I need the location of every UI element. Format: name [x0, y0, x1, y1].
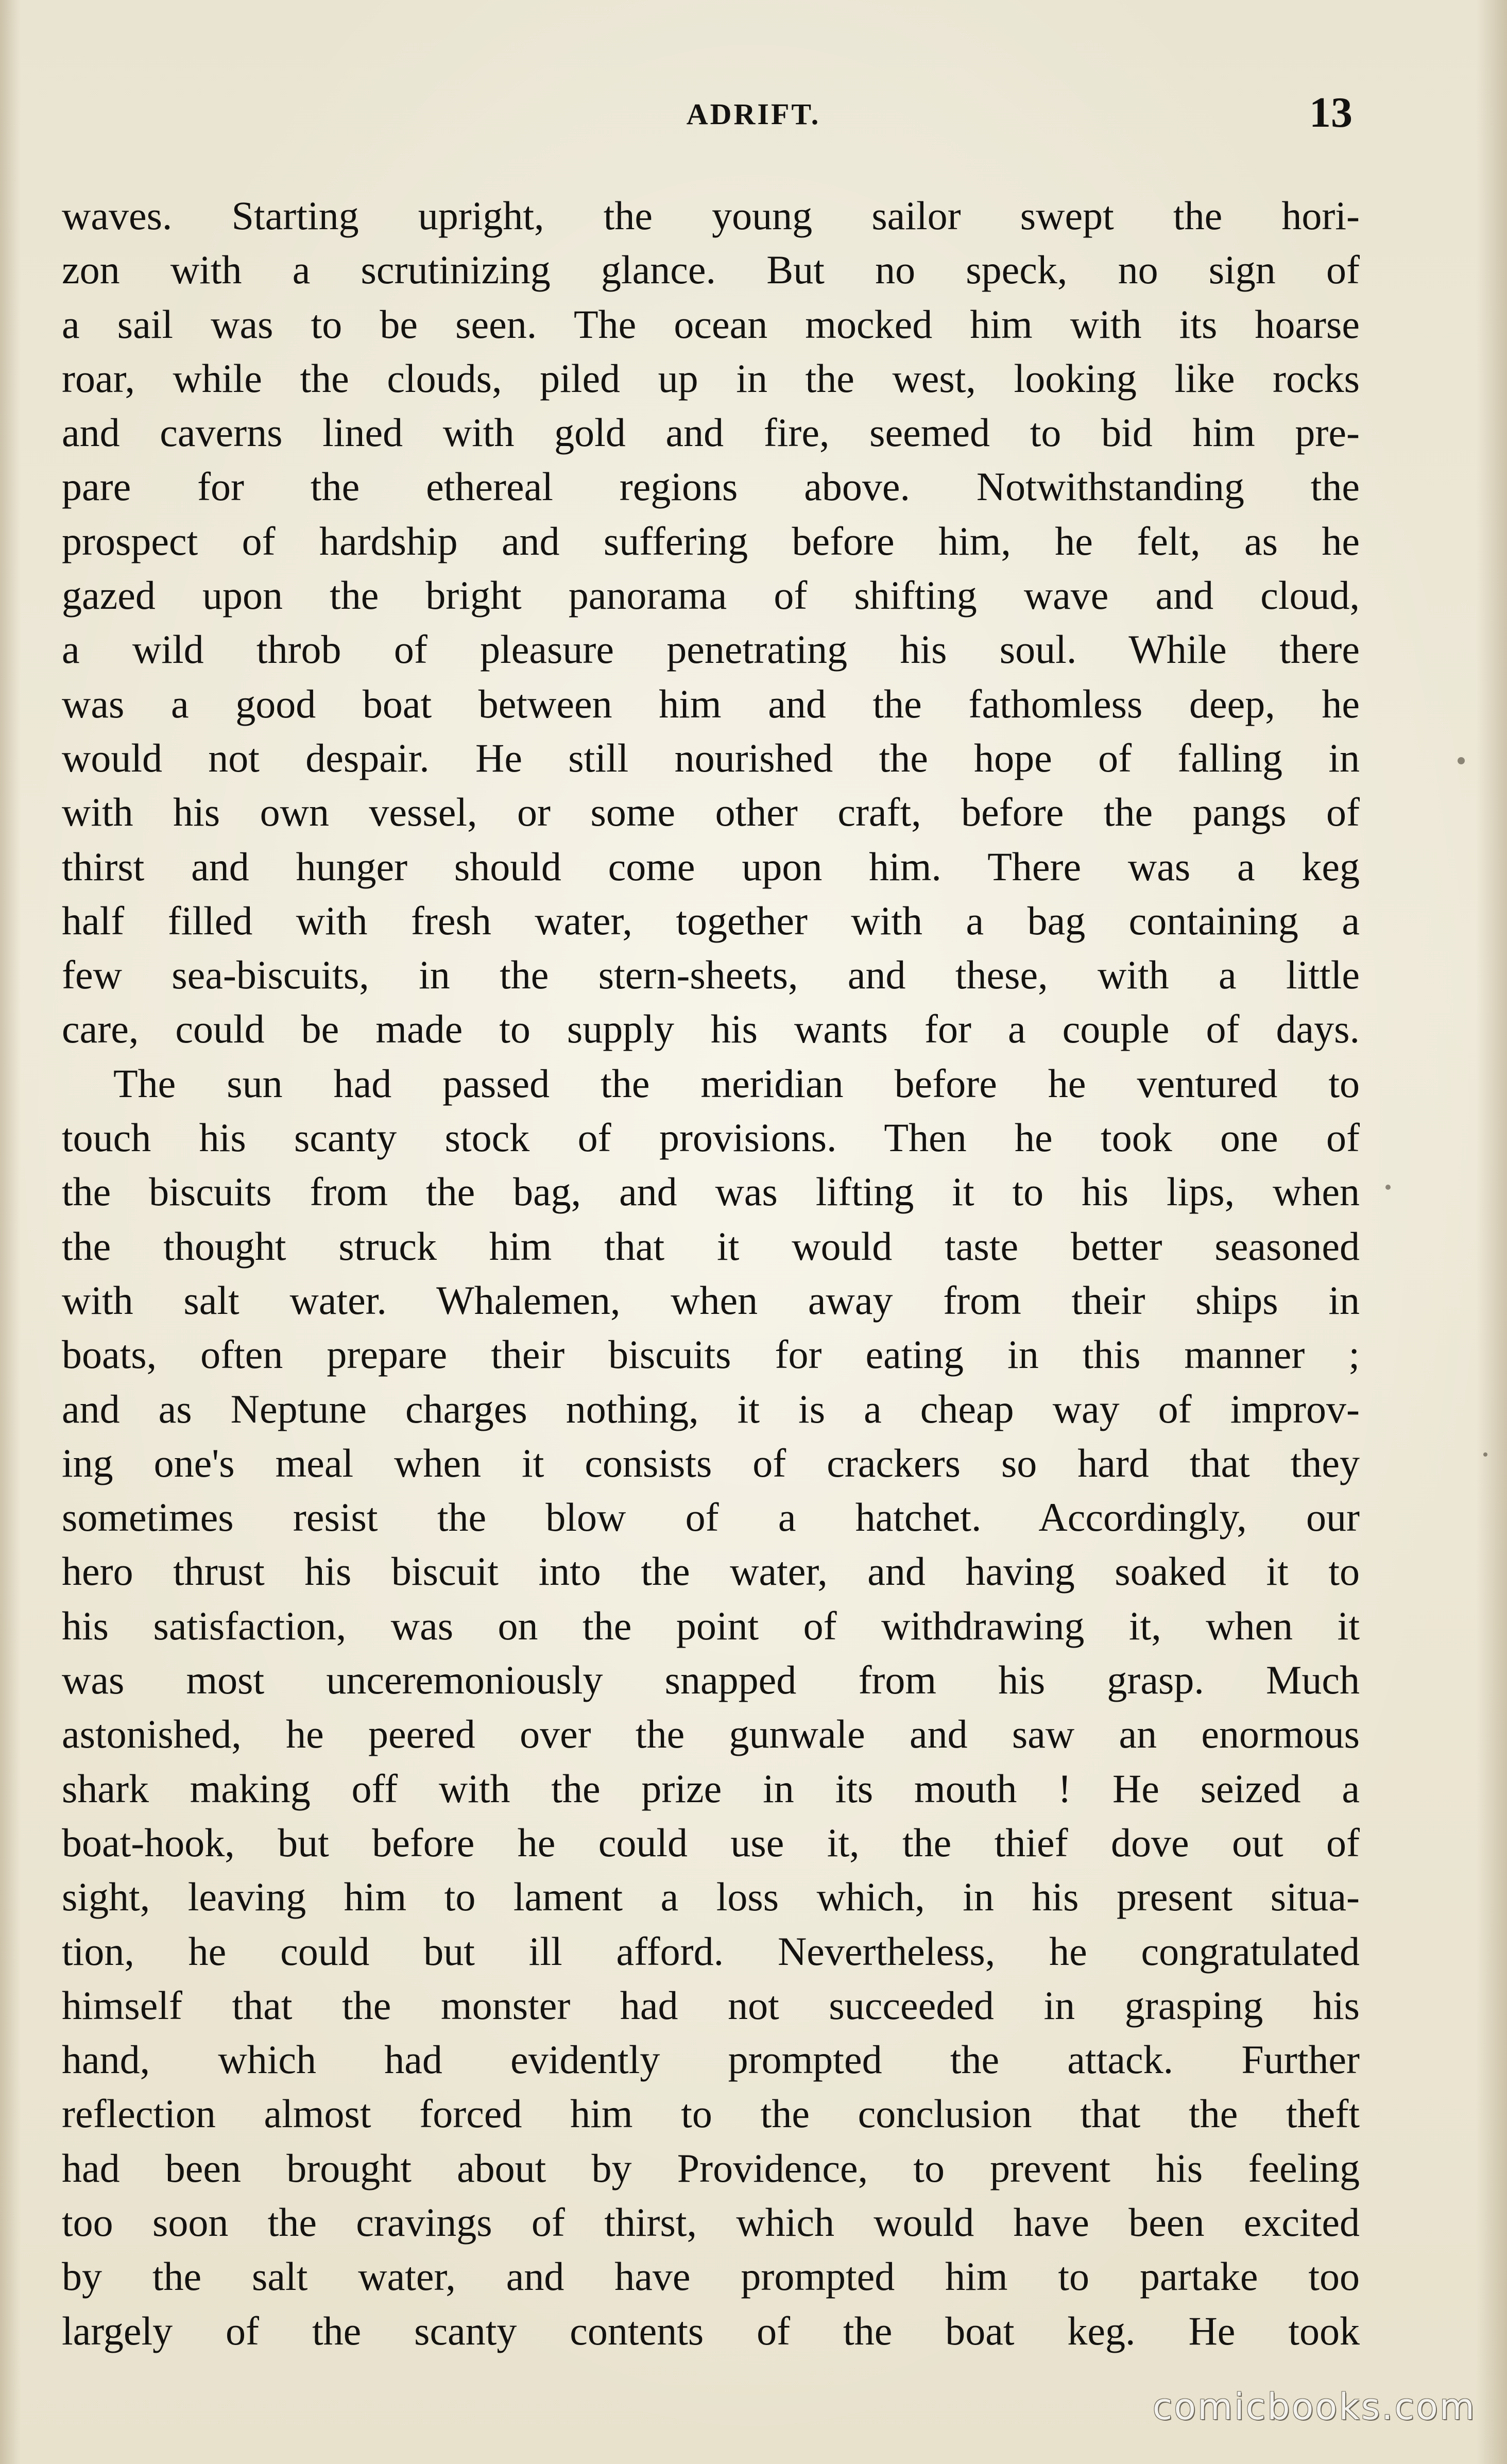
running-title: ADRIFT. — [686, 97, 821, 131]
text-line: a sail was to be seen. The ocean mocked him with its hoarse — [62, 301, 1360, 347]
text-line: few sea-biscuits, in the stern-sheets, and these, with a little — [62, 952, 1360, 998]
text-line: thirst and hunger should come upon him. There was a keg — [62, 844, 1360, 889]
text-line: the biscuits from the bag, and was lifting it to his lips, when — [62, 1169, 1360, 1214]
text-line: reflection almost forced him to the conclusion that the theft — [62, 2091, 1360, 2136]
text-line: sometimes resist the blow of a hatchet. Accordingly, our — [62, 1495, 1360, 1540]
text-line: gazed upon the bright panorama of shifting wave and cloud, — [62, 573, 1360, 618]
text-line: too soon the cravings of thirst, which would have been excited — [62, 2199, 1360, 2245]
text-line: roar, while the clouds, piled up in the west, looking like rocks — [62, 355, 1360, 401]
text-line: half filled with fresh water, together with a bag containing a — [62, 898, 1360, 943]
page-edge-shadow-right — [1476, 0, 1507, 2464]
paper-speck — [1385, 1185, 1391, 1190]
text-line: boats, often prepare their biscuits for eating in this manner ; — [62, 1332, 1360, 1377]
text-line: had been brought about by Providence, to prevent his feeling — [62, 2145, 1360, 2191]
text-line: and caverns lined with gold and fire, seemed to bid him pre- — [62, 410, 1360, 455]
text-line: sight, leaving him to lament a loss which, in his present situa- — [62, 1874, 1360, 1920]
text-line: tion, he could but ill afford. Nevertheless, he congratulated — [62, 1928, 1360, 1974]
text-line: boat-hook, but before he could use it, the thief dove out of — [62, 1820, 1360, 1865]
text-line: was a good boat between him and the fathomless deep, he — [62, 681, 1360, 726]
text-line: with salt water. Whalemen, when away from their ships in — [62, 1277, 1360, 1323]
paper-speck — [1458, 757, 1465, 764]
text-line: with his own vessel, or some other craft, before the pangs of — [62, 790, 1360, 835]
text-line: hero thrust his biscuit into the water, and having soaked it to — [62, 1549, 1360, 1594]
text-line: the thought struck him that it would taste better seasoned — [62, 1223, 1360, 1269]
text-line: by the salt water, and have prompted him to partake too — [62, 2254, 1360, 2299]
text-line: hand, which had evidently prompted the attack. Further — [62, 2037, 1360, 2082]
text-line: himself that the monster had not succeeded in grasping his — [62, 1982, 1360, 2028]
paper-speck — [1483, 1452, 1487, 1457]
text-line: a wild throb of pleasure penetrating his soul. While there — [62, 627, 1360, 672]
paragraph-first-line: The sun had passed the meridian before he ventured to — [113, 1060, 1360, 1106]
text-line: waves. Starting upright, the young sailor swept the hori- — [62, 193, 1360, 238]
page-header — [0, 88, 1507, 144]
watermark: comicbooks.com — [1152, 2386, 1476, 2428]
text-line: his satisfaction, was on the point of withdrawing it, when it — [62, 1603, 1360, 1648]
text-line: largely of the scanty contents of the boat keg. He took — [62, 2308, 1360, 2353]
text-line: shark making off with the prize in its mouth ! He seized a — [62, 1766, 1360, 1811]
text-line: and as Neptune charges nothing, it is a cheap way of improv- — [62, 1386, 1360, 1431]
text-line: care, could be made to supply his wants for a couple of days. — [62, 1006, 1360, 1052]
body-text — [62, 189, 1360, 2358]
text-line: ing one's meal when it consists of crackers so hard that they — [62, 1440, 1360, 1485]
text-line: zon with a scrutinizing glance. But no speck, no sign of — [62, 247, 1360, 293]
text-line: pare for the ethereal regions above. Notwithstanding the — [62, 464, 1360, 509]
text-line: was most unceremoniously snapped from his grasp. Much — [62, 1657, 1360, 1703]
text-line: astonished, he peered over the gunwale and saw an enormous — [62, 1712, 1360, 1757]
text-line: touch his scanty stock of provisions. Then he took one of — [62, 1115, 1360, 1160]
text-line: prospect of hardship and suffering before him, he felt, as he — [62, 518, 1360, 563]
text-line: would not despair. He still nourished the hope of falling in — [62, 735, 1360, 780]
page-edge-shadow-left — [0, 0, 21, 2464]
page-number: 13 — [1309, 89, 1352, 136]
